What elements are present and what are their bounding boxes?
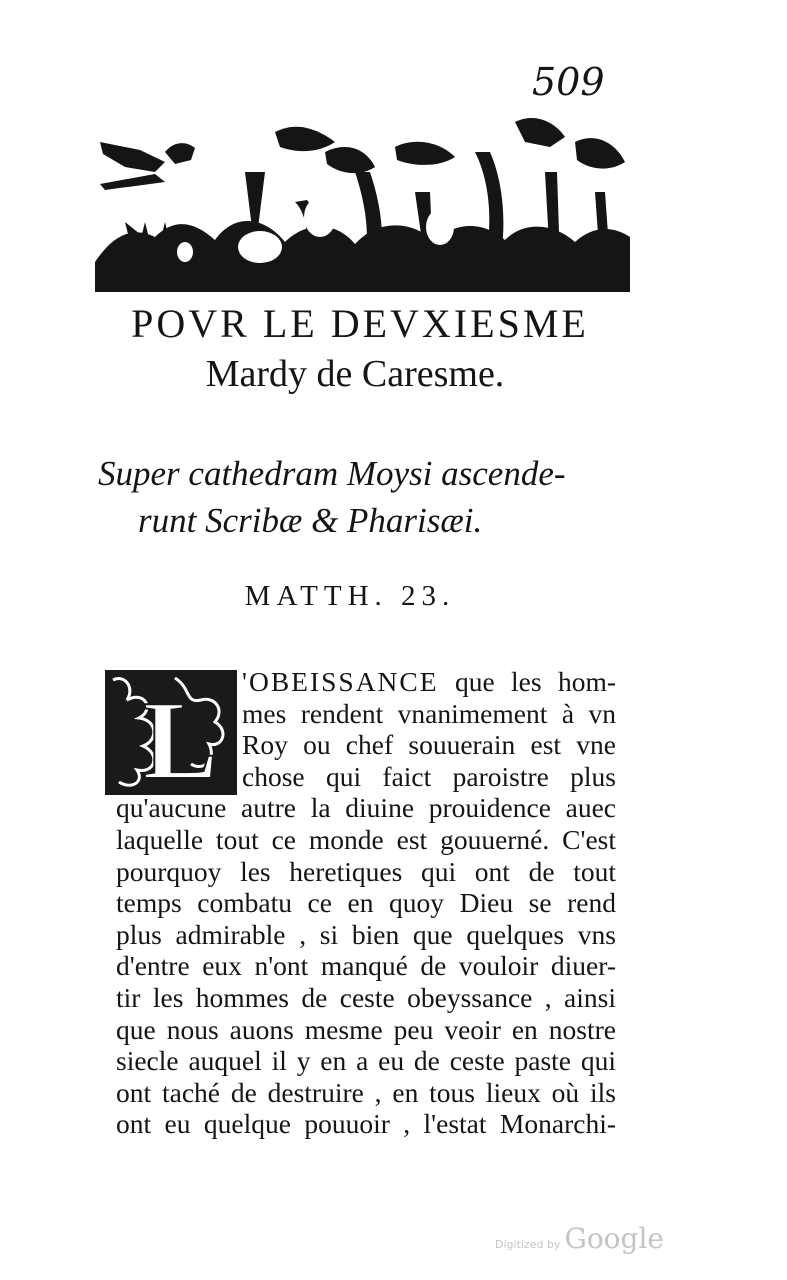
initial-letter: L xyxy=(143,679,218,795)
body-line: tir les hommes de ceste obeyssance , ainsi xyxy=(116,981,616,1013)
watermark-prefix: Digitized by xyxy=(495,1238,561,1251)
epigraph-line-2: runt Scribæ & Pharisæi. xyxy=(138,501,483,540)
first-word: 'OBEISSANCE xyxy=(242,666,439,697)
body-line: ont eu quelque pouuoir , l'estat Monarchi- xyxy=(116,1108,616,1140)
body-line: ont taché de destruire , en tous lieux où ils xyxy=(116,1076,616,1108)
body-line: siecle auquel il y en a eu de ceste paste qui xyxy=(116,1045,616,1077)
body-line: laquelle tout ce monde est gouuerné. C'est xyxy=(116,823,616,855)
body-line: pourquoy les heretiques qui ont de tout xyxy=(116,855,616,887)
scripture-reference: MATTH. 23. xyxy=(244,580,456,612)
body-line-text: que les hom- xyxy=(438,666,616,697)
body-line: d'entre eux n'ont manqué de vouloir diuer- xyxy=(116,950,616,982)
body-text xyxy=(116,666,616,1140)
epigraph-line-1: Super cathedram Moysi ascende- xyxy=(98,454,566,493)
sermon-subtitle: Mardy de Caresme. xyxy=(205,353,505,395)
body-line xyxy=(116,666,616,698)
page-number: 509 xyxy=(532,60,605,104)
body-line: que nous auons mesme peu veoir en nostre xyxy=(116,1013,616,1045)
watermark-brand: Google xyxy=(564,1222,664,1255)
body-line: qu'aucune autre la diuine prouidence auec xyxy=(116,792,616,824)
sermon-title: POVR LE DEVXIESME xyxy=(131,301,589,346)
body-line: plus admirable , si bien que quelques vns xyxy=(116,918,616,950)
body-line: chose qui faict paroistre plus xyxy=(242,760,616,792)
body-line: temps combatu ce en quoy Dieu se rend xyxy=(116,887,616,919)
epigraph xyxy=(98,450,618,544)
body-line: Roy ou chef souuerain est vne xyxy=(242,729,616,761)
body-line: mes rendent vnanimement à vn xyxy=(242,697,616,729)
google-watermark xyxy=(495,1222,664,1255)
woodcut-ornament-banner xyxy=(95,112,630,292)
